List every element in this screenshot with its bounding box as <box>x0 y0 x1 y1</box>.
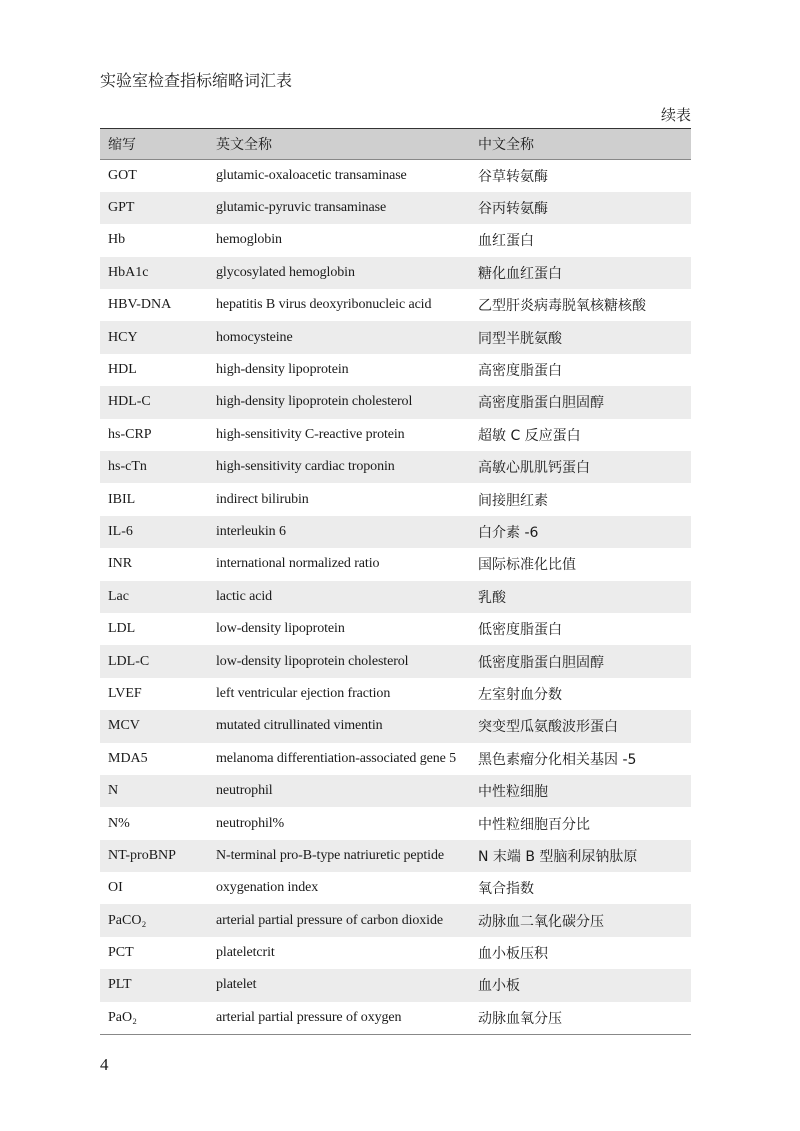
chinese-name-cell: 中性粒细胞 <box>478 784 548 801</box>
table-row <box>100 678 691 710</box>
table-row <box>100 289 691 321</box>
table-row <box>100 451 691 483</box>
chinese-name-cell: 高密度脂蛋白胆固醇 <box>478 395 604 412</box>
table-row <box>100 904 691 936</box>
chinese-name-cell: 血红蛋白 <box>478 233 534 250</box>
english-name-cell: platelet <box>216 977 257 993</box>
english-name-cell: neutrophil% <box>216 815 285 831</box>
table-row <box>100 937 691 969</box>
abbreviation-cell: NT-proBNP <box>108 847 176 863</box>
chinese-name-cell: 突变型瓜氨酸波形蛋白 <box>478 719 618 736</box>
english-name-cell: high-density lipoprotein cholesterol <box>216 394 413 410</box>
table-row <box>100 645 691 677</box>
abbreviation-cell: hs-cTn <box>108 459 147 475</box>
abbreviation-cell: PaO₂ <box>108 1009 137 1025</box>
abbreviation-cell: LDL-C <box>108 653 150 669</box>
english-name-cell: N-terminal pro-B-type natriuretic peptide <box>216 847 444 863</box>
english-name-cell: mutated citrullinated vimentin <box>216 718 383 734</box>
table-row <box>100 483 691 515</box>
abbreviation-cell: Hb <box>108 232 126 248</box>
english-name-cell: lactic acid <box>216 588 273 604</box>
abbreviation-cell: N <box>108 783 119 799</box>
table-row <box>100 743 691 775</box>
table-row <box>100 1002 691 1034</box>
table-row <box>100 192 691 224</box>
english-name-cell: homocysteine <box>216 329 293 345</box>
chinese-name-cell: 黑色素瘤分化相关基因 -5 <box>478 751 637 768</box>
english-name-cell: left ventricular ejection fraction <box>216 685 391 701</box>
abbreviation-cell: HDL <box>108 362 137 378</box>
table-row <box>100 354 691 386</box>
abbreviation-cell: MCV <box>108 718 140 734</box>
chinese-name-cell: 左室射血分数 <box>478 686 562 703</box>
table-row <box>100 419 691 451</box>
chinese-name-cell: 超敏 C 反应蛋白 <box>478 427 581 444</box>
chinese-name-cell: 血小板 <box>478 978 520 995</box>
chinese-name-cell: 动脉血氧分压 <box>478 1010 562 1027</box>
table-row <box>100 807 691 839</box>
chinese-name-cell: 低密度脂蛋白胆固醇 <box>478 654 604 671</box>
english-name-cell: international normalized ratio <box>216 556 380 572</box>
table-row <box>100 581 691 613</box>
english-name-cell: hemoglobin <box>216 232 282 248</box>
english-name-cell: indirect bilirubin <box>216 491 309 507</box>
table-row <box>100 613 691 645</box>
chinese-name-cell: 国际标准化比值 <box>478 557 576 574</box>
english-name-cell: melanoma differentiation-associated gene 5 <box>216 750 457 766</box>
page-title: 实验室检查指标缩略词汇表 <box>100 71 293 90</box>
english-name-cell: high-density lipoprotein <box>216 362 349 378</box>
chinese-name-cell: 高密度脂蛋白 <box>478 363 562 380</box>
chinese-name-cell: 白介素 -6 <box>478 524 539 541</box>
english-name-cell: plateletcrit <box>216 945 275 961</box>
chinese-name-cell: 同型半胱氨酸 <box>478 330 562 347</box>
english-name-cell: high-sensitivity cardiac troponin <box>216 459 395 475</box>
abbreviation-cell: N% <box>108 815 130 831</box>
abbreviation-cell: HBV-DNA <box>108 297 172 313</box>
abbreviation-cell: GOT <box>108 167 137 183</box>
english-name-cell: glutamic-oxaloacetic transaminase <box>216 167 407 183</box>
english-name-cell: low-density lipoprotein cholesterol <box>216 653 409 669</box>
abbreviation-cell: HDL-C <box>108 394 151 410</box>
english-name-cell: oxygenation index <box>216 880 319 896</box>
english-name-cell: arterial partial pressure of carbon dioxide <box>216 912 443 928</box>
abbreviation-cell: HCY <box>108 329 138 345</box>
abbreviation-cell: GPT <box>108 200 135 216</box>
english-name-cell: low-density lipoprotein <box>216 621 345 637</box>
abbreviation-cell: hs-CRP <box>108 426 152 442</box>
table-row <box>100 257 691 289</box>
chinese-name-cell: 间接胆红素 <box>478 492 548 509</box>
table-row <box>100 548 691 580</box>
table-row <box>100 516 691 548</box>
chinese-name-cell: 动脉血二氧化碳分压 <box>478 913 604 930</box>
table-row <box>100 775 691 807</box>
abbreviation-cell: IL-6 <box>108 523 133 539</box>
table-row <box>100 710 691 742</box>
table-header-row <box>100 129 691 160</box>
english-name-cell: glycosylated hemoglobin <box>216 264 355 280</box>
abbreviation-cell: INR <box>108 556 133 572</box>
chinese-name-cell: 乳酸 <box>478 589 506 606</box>
continued-label: 续表 <box>660 106 691 124</box>
table-row <box>100 840 691 872</box>
abbreviation-cell: IBIL <box>108 491 136 507</box>
chinese-name-cell: 谷草转氨酶 <box>478 168 548 185</box>
chinese-name-cell: 乙型肝炎病毒脱氧核糖核酸 <box>478 298 646 315</box>
abbreviation-table <box>100 128 691 1035</box>
table-row <box>100 386 691 418</box>
table-row <box>100 969 691 1001</box>
abbreviation-cell: HbA1c <box>108 264 149 280</box>
abbreviation-cell: OI <box>108 880 123 896</box>
english-name-cell: arterial partial pressure of oxygen <box>216 1009 402 1025</box>
english-name-cell: hepatitis B virus deoxyribonucleic acid <box>216 297 432 313</box>
header-english-name: 英文全称 <box>216 137 272 153</box>
header-chinese-name: 中文全称 <box>478 137 534 153</box>
english-name-cell: high-sensitivity C-reactive protein <box>216 426 405 442</box>
abbreviation-cell: PaCO₂ <box>108 912 147 928</box>
english-name-cell: glutamic-pyruvic transaminase <box>216 200 387 216</box>
chinese-name-cell: 低密度脂蛋白 <box>478 622 562 639</box>
table-row <box>100 224 691 256</box>
english-name-cell: interleukin 6 <box>216 523 286 539</box>
chinese-name-cell: 糖化血红蛋白 <box>478 265 562 282</box>
page-number: 4 <box>100 1055 109 1074</box>
table-row <box>100 160 691 192</box>
chinese-name-cell: 氧合指数 <box>478 881 534 898</box>
chinese-name-cell: 谷丙转氨酶 <box>478 201 548 218</box>
abbreviation-cell: LVEF <box>108 685 142 701</box>
chinese-name-cell: 中性粒细胞百分比 <box>478 816 590 833</box>
abbreviation-cell: LDL <box>108 621 136 637</box>
table-row <box>100 872 691 904</box>
chinese-name-cell: 血小板压积 <box>478 946 548 963</box>
abbreviation-cell: MDA5 <box>108 750 148 766</box>
chinese-name-cell: 高敏心肌肌钙蛋白 <box>478 460 590 477</box>
abbreviation-cell: Lac <box>108 588 129 604</box>
header-abbreviation: 缩写 <box>108 137 136 153</box>
english-name-cell: neutrophil <box>216 783 273 799</box>
chinese-name-cell: N 末端 B 型脑利尿钠肽原 <box>478 848 638 865</box>
abbreviation-cell: PCT <box>108 945 134 961</box>
abbreviation-cell: PLT <box>108 977 132 993</box>
table-row <box>100 321 691 353</box>
